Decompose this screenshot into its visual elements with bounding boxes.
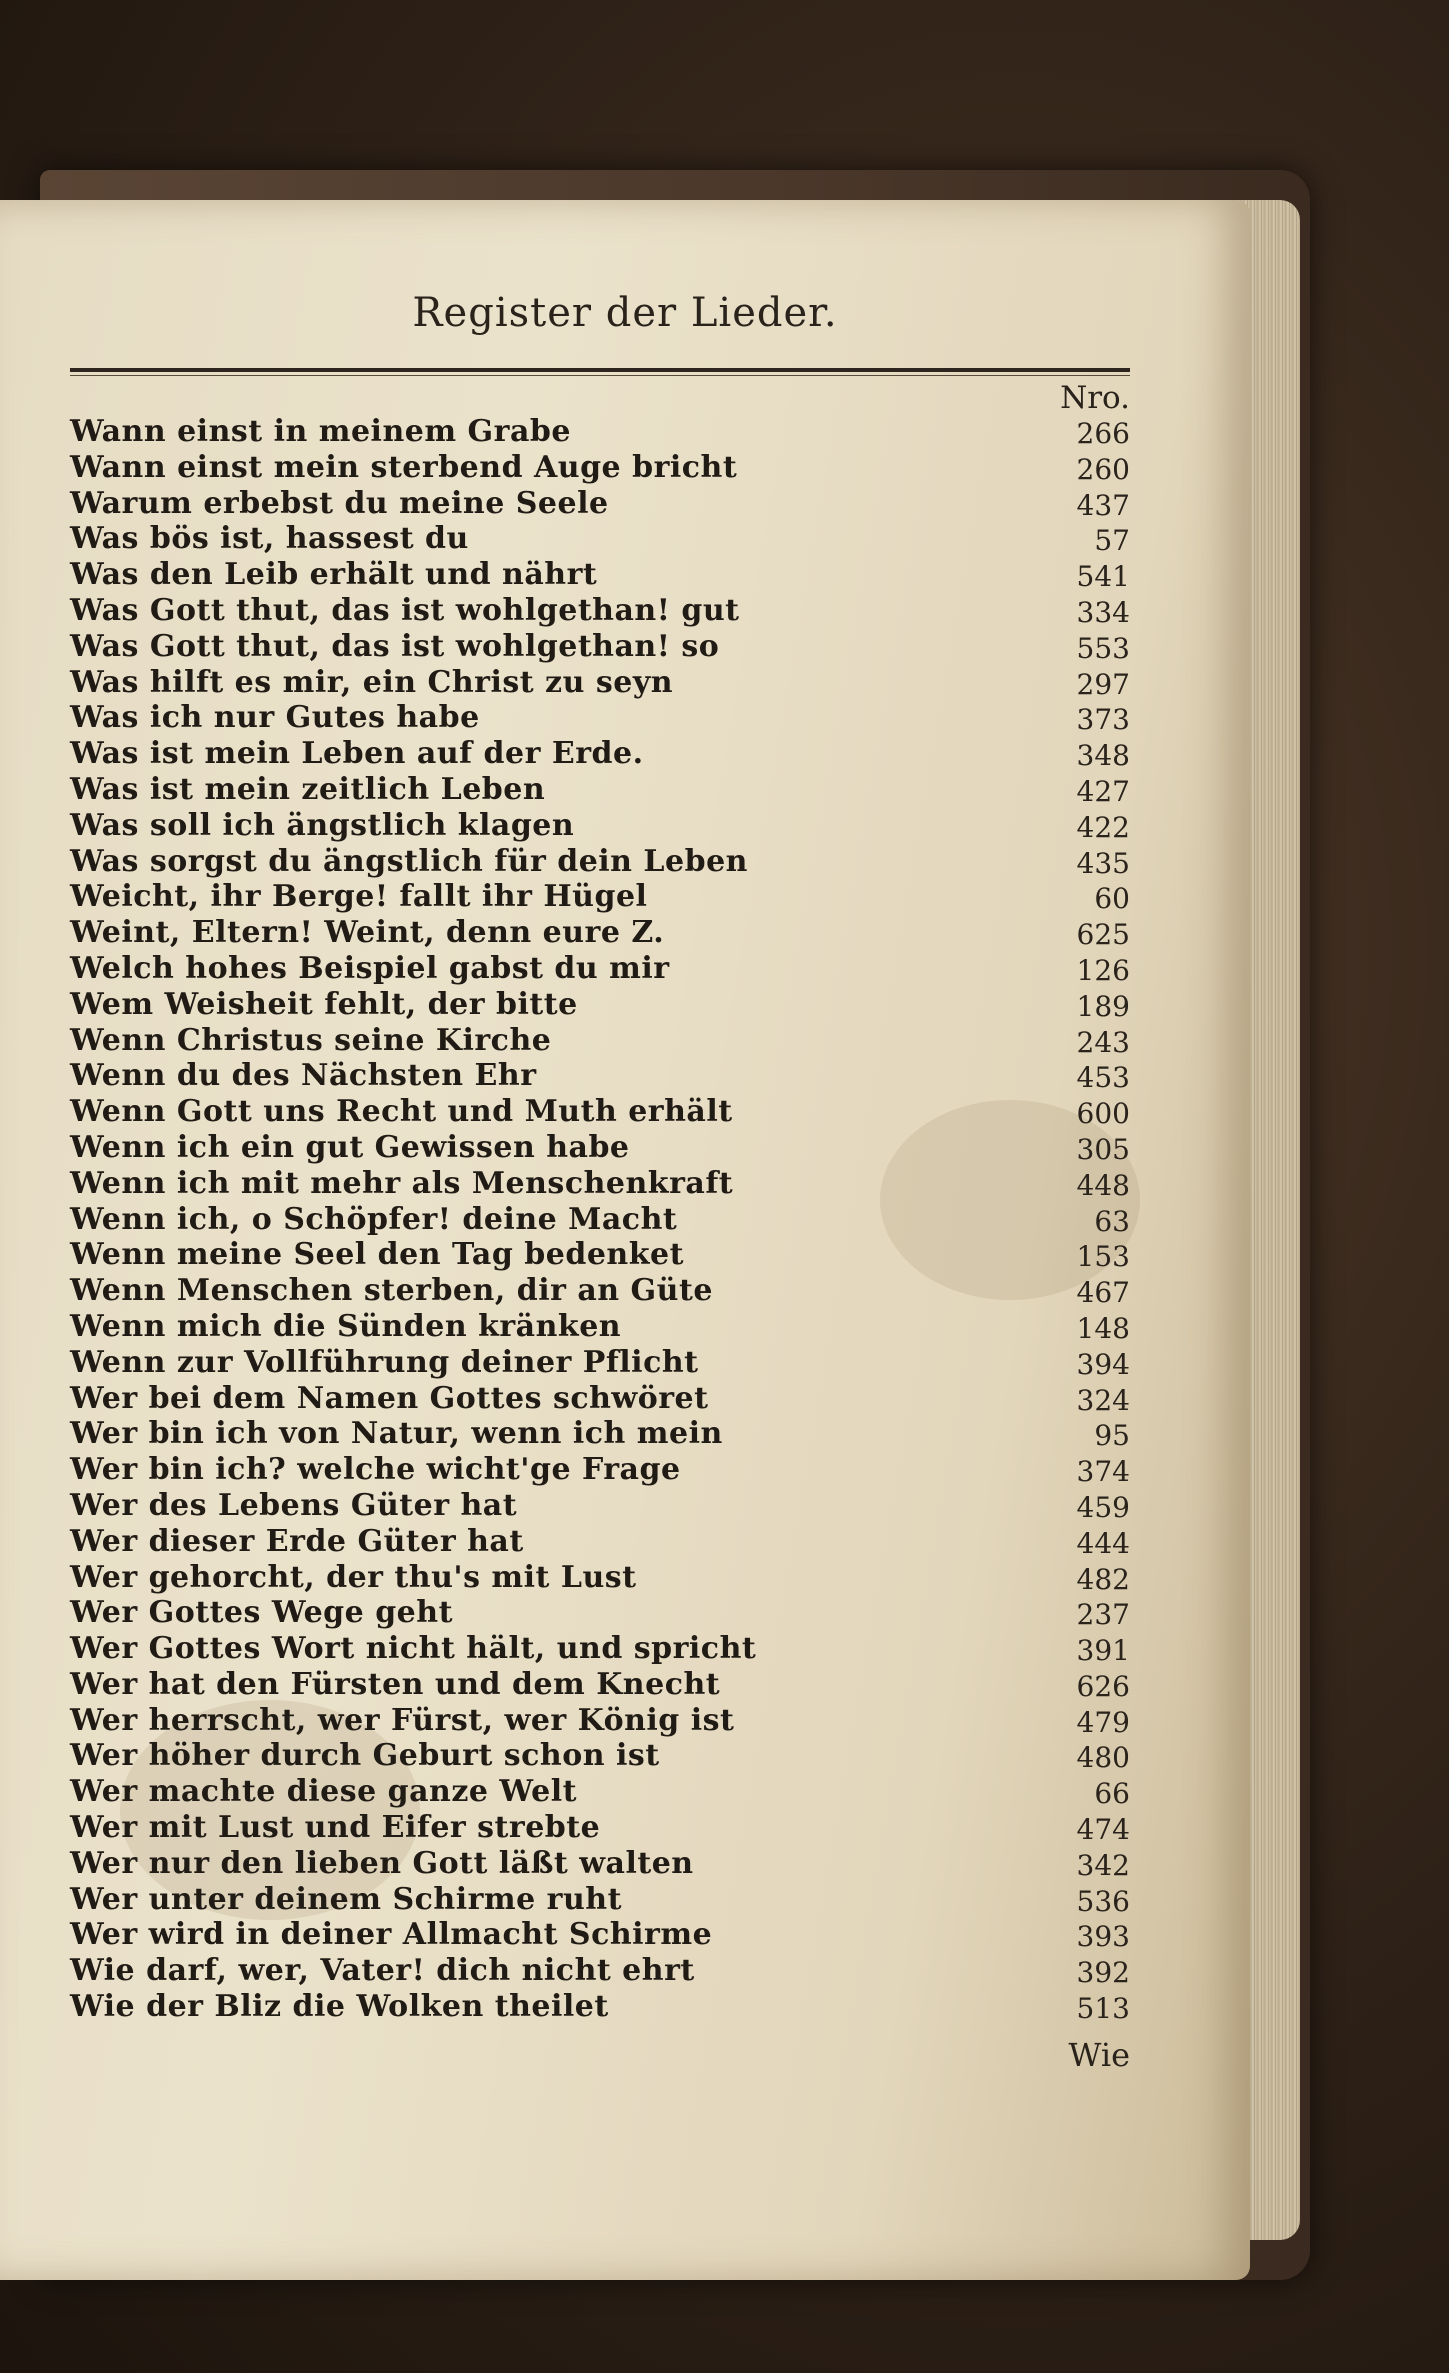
entry-number: 626 [1076,1669,1130,1703]
entry-number: 243 [1076,1025,1130,1059]
entry-number: 427 [1076,774,1130,808]
entry-number: 60 [1094,882,1130,916]
register-entry [70,1917,1130,1953]
entry-number: 148 [1076,1311,1130,1345]
register-entry [70,879,1130,915]
entry-title: Wer bin ich? welche wicht'ge Frage [70,1452,681,1488]
register-entry [70,951,1130,987]
entry-title: Wenn ich ein gut Gewissen habe [70,1129,630,1165]
entry-title: Wer nur den lieben Gott läßt walten [70,1845,694,1881]
entry-number: 479 [1076,1705,1130,1739]
entry-number: 437 [1076,488,1130,522]
entry-title: Wenn zur Vollführung deiner Pflicht [70,1344,699,1380]
entry-title: Wer bei dem Namen Gottes schwöret [70,1380,709,1416]
entry-number: 459 [1076,1490,1130,1524]
entry-title: Wenn du des Nächsten Ehr [70,1058,537,1094]
entry-title: Was ist mein zeitlich Leben [70,771,546,807]
entry-number: 422 [1076,810,1130,844]
register-entry [70,1309,1130,1345]
number-column-label: Nro. [1060,380,1130,416]
entry-number: 536 [1076,1884,1130,1918]
register-entry [70,844,1130,880]
entry-number: 513 [1076,1992,1130,2026]
register-entry [70,665,1130,701]
entry-title: Warum erbebst du meine Seele [70,485,609,521]
register-entry [70,1273,1130,1309]
entry-title: Wenn meine Seel den Tag bedenket [70,1237,684,1273]
entry-number: 297 [1076,667,1130,701]
entry-title: Wenn Gott uns Recht und Muth erhält [70,1094,733,1130]
register-entry [70,1058,1130,1094]
entry-title: Wenn Christus seine Kirche [70,1022,552,1058]
entry-number: 394 [1076,1347,1130,1381]
entry-title: Was soll ich ängstlich klagen [70,807,575,843]
register-entry [70,1882,1130,1918]
entry-title: Was ich nur Gutes habe [70,700,480,736]
register-entry [70,1703,1130,1739]
entry-number: 373 [1076,703,1130,737]
register-list [70,414,1130,2025]
register-entry [70,1774,1130,1810]
entry-number: 66 [1094,1777,1130,1811]
entry-number: 553 [1076,631,1130,665]
entry-title: Was den Leib erhält und nährt [70,557,598,593]
register-entry [70,700,1130,736]
entry-title: Wie darf, wer, Vater! dich nicht ehrt [70,1953,695,1989]
register-entry [70,1953,1130,1989]
entry-title: Wann einst in meinem Grabe [70,414,571,449]
register-entry [70,629,1130,665]
entry-number: 600 [1076,1097,1130,1131]
register-entry [70,593,1130,629]
catchword: Wie [1068,2036,1130,2074]
entry-number: 480 [1076,1741,1130,1775]
entry-title: Was Gott thut, das ist wohlgethan! so [70,628,720,664]
register-entry [70,1237,1130,1273]
entry-title: Wann einst mein sterbend Auge bricht [70,449,738,485]
entry-number: 392 [1076,1956,1130,1990]
entry-number: 348 [1076,739,1130,773]
entry-number: 541 [1076,560,1130,594]
entry-title: Wer Gottes Wege geht [70,1595,453,1631]
entry-title: Wer gehorcht, der thu's mit Lust [70,1559,637,1595]
register-entry [70,521,1130,557]
register-entry [70,772,1130,808]
header-rule [70,368,1130,372]
register-entry [70,987,1130,1023]
entry-number: 153 [1076,1240,1130,1274]
entry-number: 435 [1076,846,1130,880]
entry-number: 95 [1094,1419,1130,1453]
register-entry [70,1989,1130,2025]
entry-title: Wer unter deinem Schirme ruht [70,1881,622,1917]
register-entry [70,1345,1130,1381]
register-entry [70,1381,1130,1417]
entry-title: Wer bin ich von Natur, wenn ich mein [70,1416,723,1452]
entry-title: Wenn mich die Sünden kränken [70,1308,622,1344]
register-entry [70,1595,1130,1631]
register-entry [70,736,1130,772]
entry-number: 324 [1076,1383,1130,1417]
entry-number: 237 [1076,1598,1130,1632]
entry-title: Wer hat den Fürsten und dem Knecht [70,1666,721,1702]
entry-title: Was sorgst du ängstlich für dein Leben [70,843,748,879]
register-entry [70,1416,1130,1452]
entry-title: Wie der Bliz die Wolken theilet [70,1989,609,2025]
register-entry [70,1560,1130,1596]
entry-number: 126 [1076,953,1130,987]
entry-title: Was hilft es mir, ein Christ zu seyn [70,664,674,700]
entry-title: Wenn Menschen sterben, dir an Güte [70,1273,713,1309]
entry-number: 374 [1076,1455,1130,1489]
entry-title: Wenn ich, o Schöpfer! deine Macht [70,1201,678,1237]
register-entry [70,1810,1130,1846]
register-entry [70,1846,1130,1882]
entry-number: 448 [1076,1168,1130,1202]
register-entry [70,414,1130,450]
entry-title: Wer mit Lust und Eifer strebte [70,1810,601,1846]
entry-title: Was bös ist, hassest du [70,521,469,557]
entry-title: Wer wird in deiner Allmacht Schirme [70,1917,713,1953]
entry-number: 391 [1076,1634,1130,1668]
entry-number: 189 [1076,989,1130,1023]
register-entry [70,1488,1130,1524]
entry-number: 625 [1076,918,1130,952]
entry-title: Wer Gottes Wort nicht hält, und spricht [70,1631,757,1667]
register-entry [70,486,1130,522]
register-entry [70,557,1130,593]
register-entry [70,450,1130,486]
entry-number: 453 [1076,1061,1130,1095]
entry-title: Wer des Lebens Güter hat [70,1487,518,1523]
register-entry [70,1166,1130,1202]
header-rule-thin [70,375,1130,376]
entry-number: 393 [1076,1920,1130,1954]
page-header: Register der Lieder. [412,290,838,336]
entry-number: 444 [1076,1526,1130,1560]
entry-title: Welch hohes Beispiel gabst du mir [70,950,670,986]
entry-number: 305 [1076,1132,1130,1166]
entry-title: Weicht, ihr Berge! fallt ihr Hügel [70,879,648,915]
register-entry [70,1202,1130,1238]
register-entry [70,1023,1130,1059]
entry-title: Wem Weisheit fehlt, der bitte [70,986,578,1022]
entry-number: 260 [1076,452,1130,486]
entry-number: 482 [1076,1562,1130,1596]
register-entry [70,1738,1130,1774]
entry-number: 266 [1076,417,1130,450]
register-entry [70,808,1130,844]
entry-title: Was Gott thut, das ist wohlgethan! gut [70,592,740,628]
register-entry [70,1452,1130,1488]
entry-title: Wer höher durch Geburt schon ist [70,1738,660,1774]
entry-title: Wer machte diese ganze Welt [70,1774,577,1810]
entry-number: 57 [1094,524,1130,558]
register-entry [70,915,1130,951]
entry-number: 63 [1094,1204,1130,1238]
entry-title: Wer dieser Erde Güter hat [70,1523,524,1559]
entry-title: Was ist mein Leben auf der Erde. [70,736,644,772]
register-entry [70,1667,1130,1703]
entry-number: 474 [1076,1813,1130,1847]
register-entry [70,1524,1130,1560]
entry-number: 342 [1076,1848,1130,1882]
entry-title: Wenn ich mit mehr als Menschenkraft [70,1165,734,1201]
entry-number: 467 [1076,1276,1130,1310]
register-entry [70,1094,1130,1130]
register-entry [70,1130,1130,1166]
entry-number: 334 [1076,595,1130,629]
entry-title: Wer herrscht, wer Fürst, wer König ist [70,1702,735,1738]
entry-title: Weint, Eltern! Weint, denn eure Z. [70,915,665,951]
register-entry [70,1631,1130,1667]
